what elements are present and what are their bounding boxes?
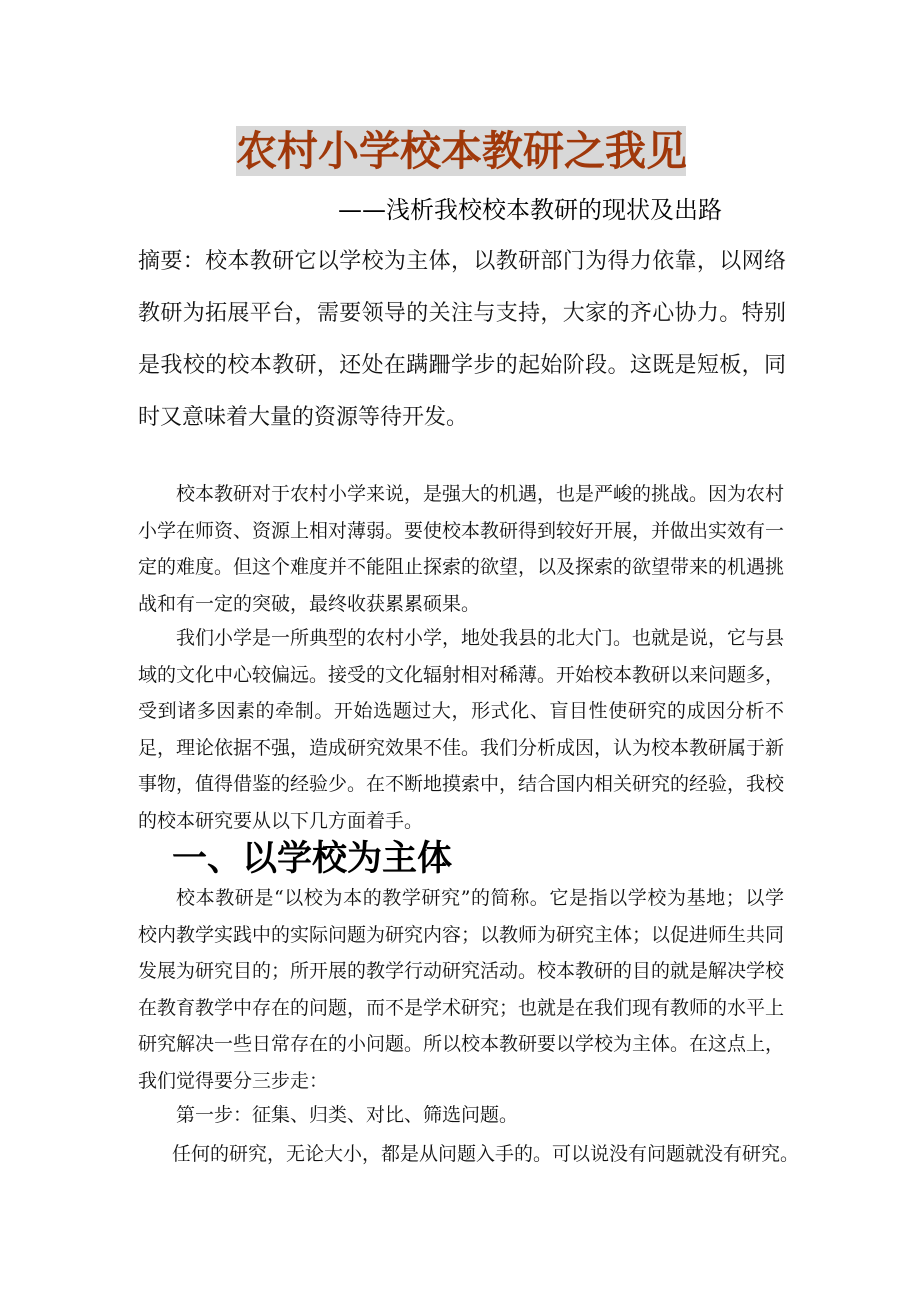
body-paragraph-2: 我们小学是一所典型的农村小学，地处我县的北大门。也就是说，它与县域的文化中心较偏远。接受的文化辐射相对稀薄。开始校本教研以来问题多，受到诸多因素的牵制。开始选题过大，形式化、盲目性使研究的成因分析不足，理论依据不强，造成研究效果不佳。我们分析成因，认为校本教研属于新事物，值得借鉴的经验少。在不断地摸索中，结合国内相关研究的经验，我校的校本研究要从以下几方面着手。 bbox=[138, 627, 785, 832]
step-1-label: 第一步：征集、归类、对比、筛选问题。 bbox=[176, 1104, 519, 1126]
section-1-paragraph: 校本教研是“以校为本的教学研究”的简称。它是指以学校为基地；以学校内教学实践中的实际问题为研究内容；以教师为研究主体；以促进师生共同发展为研究目的；所开展的教学行动研究活动。校本教研的目的就是解决学校在教育教学中存在的问题，而不是学术研究；也就是在我们现有教师的水平上研究解决一些日常存在的小问题。所以校本教研要以学校为主体。在这点上，我们觉得要分三步走： bbox=[138, 887, 785, 1092]
section-heading-1: 一、以学校为主体 bbox=[172, 839, 453, 879]
abstract-paragraph: 摘要：校本教研它以学校为主体，以教研部门为得力依靠，以网络教研为拓展平台，需要领导的关注与支持，大家的齐心协力。特别是我校的校本教研，还处在蹒跚学步的起始阶段。这既是短板，同时又意味着大量的资源等待开发。 bbox=[138, 249, 786, 430]
document-subtitle: ——浅析我校校本教研的现状及出路 bbox=[338, 196, 722, 224]
body-paragraph-1: 校本教研对于农村小学来说，是强大的机遇，也是严峻的挑战。因为农村小学在师资、资源上相对薄弱。要使校本教研得到较好开展，并做出实效有一定的难度。但这个难度并不能阻止探索的欲望，以及探索的欲望带来的机遇挑战和有一定的突破，最终收获累累硕果。 bbox=[138, 483, 785, 615]
document-title: 农村小学校本教研之我见 bbox=[236, 127, 687, 175]
step-1-paragraph: 任何的研究，无论大小，都是从问题入手的。可以说没有问题就没有研究。 bbox=[172, 1143, 800, 1165]
